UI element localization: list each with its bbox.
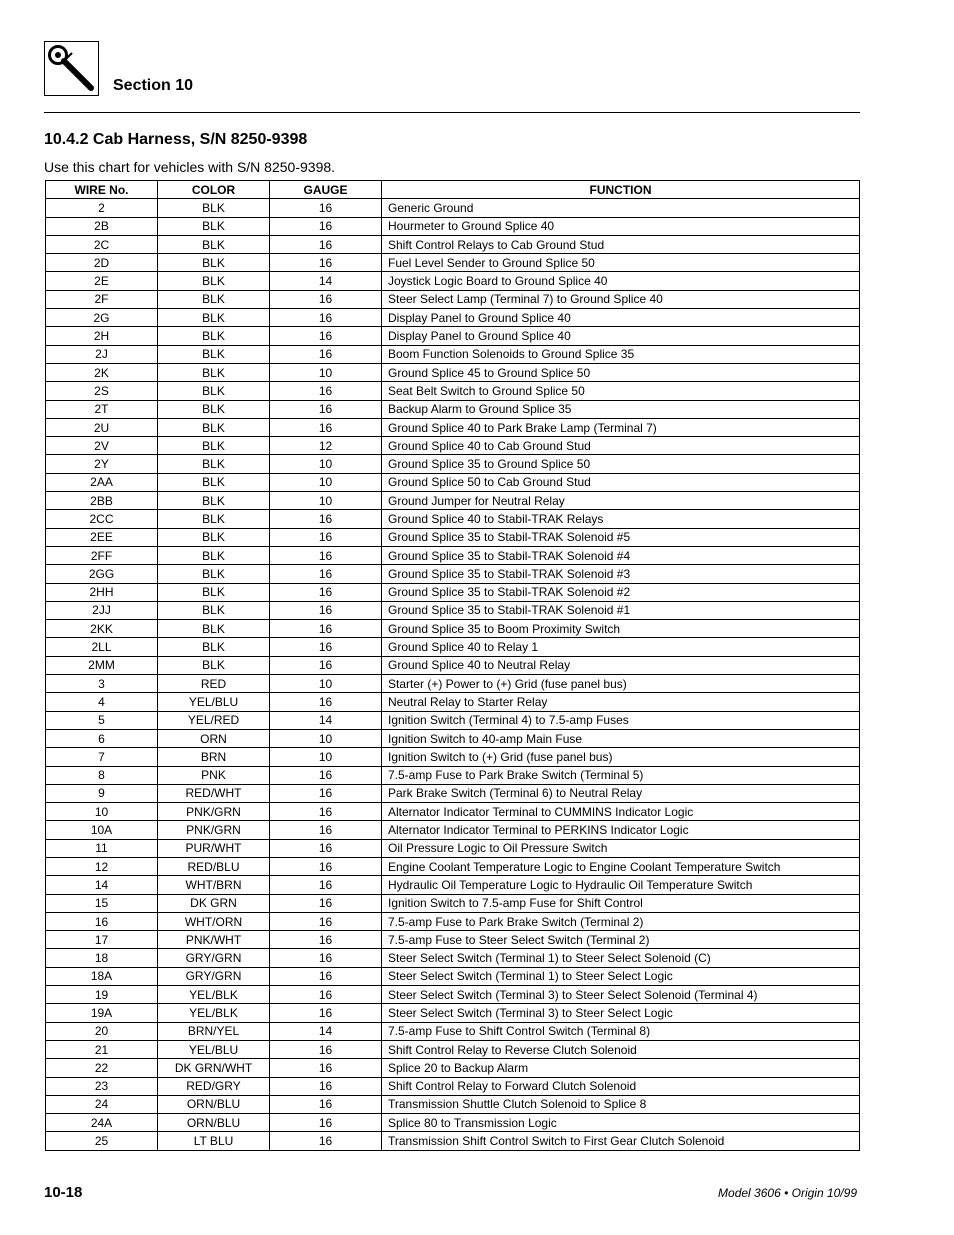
function-cell: Ground Splice 40 to Neutral Relay [382, 656, 860, 674]
function-cell: Ground Splice 35 to Ground Splice 50 [382, 455, 860, 473]
wire-number-cell: 2KK [46, 620, 158, 638]
wire-number-cell: 7 [46, 748, 158, 766]
gauge-cell: 14 [270, 1022, 382, 1040]
table-row [46, 601, 860, 619]
wire-number-cell: 2C [46, 235, 158, 253]
function-cell: Hourmeter to Ground Splice 40 [382, 217, 860, 235]
color-cell: YEL/BLK [158, 986, 270, 1004]
gauge-cell: 16 [270, 784, 382, 802]
color-cell: YEL/BLU [158, 1040, 270, 1058]
table-header-row [46, 181, 860, 199]
table-row [46, 912, 860, 930]
color-cell: BLK [158, 583, 270, 601]
wire-number-cell: 16 [46, 912, 158, 930]
gauge-cell: 10 [270, 729, 382, 747]
function-cell: Display Panel to Ground Splice 40 [382, 309, 860, 327]
section-title: Section 10 [113, 77, 194, 94]
function-cell: Ignition Switch to 40-amp Main Fuse [382, 729, 860, 747]
color-cell: YEL/BLU [158, 693, 270, 711]
color-cell: RED/BLU [158, 857, 270, 875]
function-cell: Ground Splice 35 to Stabil-TRAK Solenoid #4 [382, 546, 860, 564]
wire-number-cell: 2B [46, 217, 158, 235]
function-cell: Seat Belt Switch to Ground Splice 50 [382, 382, 860, 400]
wire-number-cell: 11 [46, 839, 158, 857]
wire-number-cell: 24A [46, 1114, 158, 1132]
wire-number-cell: 4 [46, 693, 158, 711]
table-row [46, 656, 860, 674]
wire-number-cell: 2HH [46, 583, 158, 601]
gauge-cell: 16 [270, 894, 382, 912]
color-cell: YEL/BLK [158, 1004, 270, 1022]
table-row [46, 857, 860, 875]
color-cell: PNK/GRN [158, 821, 270, 839]
gauge-cell: 16 [270, 876, 382, 894]
gauge-cell: 10 [270, 363, 382, 381]
function-cell: Alternator Indicator Terminal to CUMMINS Indicator Logic [382, 803, 860, 821]
gauge-cell: 10 [270, 675, 382, 693]
gauge-cell: 16 [270, 327, 382, 345]
gauge-cell: 16 [270, 546, 382, 564]
color-cell: BLK [158, 272, 270, 290]
function-cell: Display Panel to Ground Splice 40 [382, 327, 860, 345]
wire-number-cell: 2E [46, 272, 158, 290]
gauge-cell: 16 [270, 254, 382, 272]
column-header-color: COLOR [158, 181, 270, 199]
table-row [46, 345, 860, 363]
table-row [46, 1040, 860, 1058]
gauge-cell: 16 [270, 382, 382, 400]
table-row [46, 1004, 860, 1022]
function-cell: Ground Splice 40 to Stabil-TRAK Relays [382, 510, 860, 528]
table-row [46, 327, 860, 345]
gauge-cell: 16 [270, 766, 382, 784]
table-row [46, 693, 860, 711]
page-number: 10-18 [44, 1184, 83, 1201]
footer-model-info: Model 3606 • Origin 10/99 [718, 1186, 857, 1200]
wire-number-cell: 2J [46, 345, 158, 363]
gauge-cell: 16 [270, 528, 382, 546]
table-row [46, 199, 860, 217]
wire-number-cell: 17 [46, 931, 158, 949]
gauge-cell: 16 [270, 1095, 382, 1113]
color-cell: ORN [158, 729, 270, 747]
function-cell: Ground Splice 35 to Stabil-TRAK Solenoid #1 [382, 601, 860, 619]
table-row [46, 272, 860, 290]
color-cell: YEL/RED [158, 711, 270, 729]
color-cell: BRN/YEL [158, 1022, 270, 1040]
function-cell: Steer Select Switch (Terminal 3) to Steer Select Logic [382, 1004, 860, 1022]
function-cell: Splice 80 to Transmission Logic [382, 1114, 860, 1132]
wire-number-cell: 2EE [46, 528, 158, 546]
wire-number-cell: 19 [46, 986, 158, 1004]
function-cell: Ground Splice 40 to Park Brake Lamp (Terminal 7) [382, 418, 860, 436]
table-row [46, 803, 860, 821]
gauge-cell: 14 [270, 272, 382, 290]
color-cell: BLK [158, 199, 270, 217]
function-cell: Ground Splice 45 to Ground Splice 50 [382, 363, 860, 381]
table-row [46, 1114, 860, 1132]
wrench-icon [44, 41, 99, 96]
table-row [46, 1095, 860, 1113]
header-divider [44, 112, 860, 113]
gauge-cell: 16 [270, 912, 382, 930]
color-cell: BLK [158, 492, 270, 510]
gauge-cell: 16 [270, 418, 382, 436]
function-cell: Steer Select Switch (Terminal 1) to Steer Select Logic [382, 967, 860, 985]
function-cell: Generic Ground [382, 199, 860, 217]
color-cell: PUR/WHT [158, 839, 270, 857]
wire-number-cell: 5 [46, 711, 158, 729]
color-cell: BLK [158, 309, 270, 327]
wire-number-cell: 15 [46, 894, 158, 912]
table-row [46, 711, 860, 729]
table-row [46, 894, 860, 912]
function-cell: Neutral Relay to Starter Relay [382, 693, 860, 711]
gauge-cell: 10 [270, 748, 382, 766]
table-row [46, 254, 860, 272]
wire-number-cell: 18A [46, 967, 158, 985]
gauge-cell: 16 [270, 235, 382, 253]
gauge-cell: 16 [270, 821, 382, 839]
wire-number-cell: 2K [46, 363, 158, 381]
table-row [46, 876, 860, 894]
table-row [46, 821, 860, 839]
wire-number-cell: 2 [46, 199, 158, 217]
color-cell: BLK [158, 382, 270, 400]
wire-number-cell: 2GG [46, 565, 158, 583]
table-row [46, 528, 860, 546]
column-header-wire-no: WIRE No. [46, 181, 158, 199]
gauge-cell: 16 [270, 693, 382, 711]
table-row [46, 363, 860, 381]
function-cell: Ground Splice 40 to Cab Ground Stud [382, 437, 860, 455]
wire-number-cell: 10A [46, 821, 158, 839]
wire-number-cell: 2V [46, 437, 158, 455]
color-cell: PNK/WHT [158, 931, 270, 949]
color-cell: BLK [158, 400, 270, 418]
gauge-cell: 16 [270, 839, 382, 857]
function-cell: Shift Control Relay to Forward Clutch Solenoid [382, 1077, 860, 1095]
wire-number-cell: 22 [46, 1059, 158, 1077]
table-row [46, 1077, 860, 1095]
table-row [46, 1132, 860, 1150]
table-row [46, 784, 860, 802]
table-row [46, 510, 860, 528]
wire-number-cell: 10 [46, 803, 158, 821]
function-cell: Park Brake Switch (Terminal 6) to Neutral Relay [382, 784, 860, 802]
table-row [46, 455, 860, 473]
function-cell: Starter (+) Power to (+) Grid (fuse panel bus) [382, 675, 860, 693]
wire-number-cell: 2D [46, 254, 158, 272]
color-cell: BLK [158, 546, 270, 564]
gauge-cell: 16 [270, 967, 382, 985]
color-cell: BLK [158, 565, 270, 583]
function-cell: Ground Splice 35 to Stabil-TRAK Solenoid #3 [382, 565, 860, 583]
gauge-cell: 16 [270, 620, 382, 638]
color-cell: DK GRN [158, 894, 270, 912]
table-row [46, 931, 860, 949]
gauge-cell: 16 [270, 601, 382, 619]
function-cell: Transmission Shuttle Clutch Solenoid to Splice 8 [382, 1095, 860, 1113]
wire-number-cell: 2MM [46, 656, 158, 674]
table-row [46, 986, 860, 1004]
wire-number-cell: 2LL [46, 638, 158, 656]
wire-number-cell: 12 [46, 857, 158, 875]
color-cell: PNK/GRN [158, 803, 270, 821]
color-cell: BLK [158, 455, 270, 473]
gauge-cell: 16 [270, 1132, 382, 1150]
color-cell: BLK [158, 473, 270, 491]
color-cell: BLK [158, 363, 270, 381]
table-row [46, 949, 860, 967]
wire-number-cell: 2BB [46, 492, 158, 510]
function-cell: Ground Splice 35 to Stabil-TRAK Solenoid #2 [382, 583, 860, 601]
function-cell: Steer Select Lamp (Terminal 7) to Ground Splice 40 [382, 290, 860, 308]
gauge-cell: 16 [270, 1059, 382, 1077]
function-cell: Shift Control Relays to Cab Ground Stud [382, 235, 860, 253]
gauge-cell: 16 [270, 1077, 382, 1095]
color-cell: BLK [158, 620, 270, 638]
table-row [46, 235, 860, 253]
gauge-cell: 16 [270, 199, 382, 217]
wire-table [45, 180, 860, 1151]
gauge-cell: 16 [270, 1040, 382, 1058]
intro-text: Use this chart for vehicles with S/N 8250-9398. [44, 159, 336, 175]
color-cell: RED/WHT [158, 784, 270, 802]
wire-number-cell: 6 [46, 729, 158, 747]
gauge-cell: 16 [270, 638, 382, 656]
gauge-cell: 16 [270, 986, 382, 1004]
wire-number-cell: 2F [46, 290, 158, 308]
gauge-cell: 16 [270, 1004, 382, 1022]
table-row [46, 583, 860, 601]
gauge-cell: 16 [270, 803, 382, 821]
gauge-cell: 16 [270, 309, 382, 327]
function-cell: Ground Splice 35 to Stabil-TRAK Solenoid #5 [382, 528, 860, 546]
column-header-gauge: GAUGE [270, 181, 382, 199]
wire-number-cell: 25 [46, 1132, 158, 1150]
wire-number-cell: 19A [46, 1004, 158, 1022]
gauge-cell: 16 [270, 217, 382, 235]
table-row [46, 620, 860, 638]
table-row [46, 217, 860, 235]
function-cell: Alternator Indicator Terminal to PERKINS Indicator Logic [382, 821, 860, 839]
color-cell: BLK [158, 327, 270, 345]
color-cell: BLK [158, 418, 270, 436]
color-cell: BLK [158, 601, 270, 619]
gauge-cell: 16 [270, 345, 382, 363]
function-cell: Ignition Switch to 7.5-amp Fuse for Shift Control [382, 894, 860, 912]
gauge-cell: 16 [270, 400, 382, 418]
table-row [46, 1022, 860, 1040]
wire-number-cell: 2T [46, 400, 158, 418]
function-cell: Splice 20 to Backup Alarm [382, 1059, 860, 1077]
gauge-cell: 10 [270, 492, 382, 510]
subsection-title: 10.4.2 Cab Harness, S/N 8250-9398 [44, 131, 308, 148]
table-row [46, 565, 860, 583]
gauge-cell: 16 [270, 656, 382, 674]
table-row [46, 492, 860, 510]
table-row [46, 748, 860, 766]
function-cell: Ground Splice 35 to Boom Proximity Switch [382, 620, 860, 638]
color-cell: BLK [158, 217, 270, 235]
color-cell: GRY/GRN [158, 967, 270, 985]
function-cell: Steer Select Switch (Terminal 3) to Steer Select Solenoid (Terminal 4) [382, 986, 860, 1004]
table-row [46, 1059, 860, 1077]
table-row [46, 418, 860, 436]
table-row [46, 675, 860, 693]
function-cell: Ignition Switch to (+) Grid (fuse panel bus) [382, 748, 860, 766]
gauge-cell: 10 [270, 455, 382, 473]
color-cell: BLK [158, 290, 270, 308]
wire-number-cell: 14 [46, 876, 158, 894]
table-row [46, 638, 860, 656]
color-cell: WHT/ORN [158, 912, 270, 930]
table-row [46, 473, 860, 491]
gauge-cell: 10 [270, 473, 382, 491]
table-body [46, 199, 860, 1150]
column-header-function: FUNCTION [382, 181, 860, 199]
function-cell: Backup Alarm to Ground Splice 35 [382, 400, 860, 418]
table-row [46, 967, 860, 985]
color-cell: DK GRN/WHT [158, 1059, 270, 1077]
wire-number-cell: 2H [46, 327, 158, 345]
gauge-cell: 16 [270, 949, 382, 967]
color-cell: ORN/BLU [158, 1114, 270, 1132]
color-cell: BLK [158, 235, 270, 253]
color-cell: GRY/GRN [158, 949, 270, 967]
gauge-cell: 16 [270, 583, 382, 601]
wire-number-cell: 24 [46, 1095, 158, 1113]
wire-number-cell: 2JJ [46, 601, 158, 619]
function-cell: Hydraulic Oil Temperature Logic to Hydraulic Oil Temperature Switch [382, 876, 860, 894]
color-cell: LT BLU [158, 1132, 270, 1150]
function-cell: Oil Pressure Logic to Oil Pressure Switch [382, 839, 860, 857]
wire-number-cell: 20 [46, 1022, 158, 1040]
wire-number-cell: 2CC [46, 510, 158, 528]
wire-number-cell: 3 [46, 675, 158, 693]
color-cell: BRN [158, 748, 270, 766]
function-cell: 7.5-amp Fuse to Steer Select Switch (Terminal 2) [382, 931, 860, 949]
function-cell: Shift Control Relay to Reverse Clutch Solenoid [382, 1040, 860, 1058]
function-cell: Steer Select Switch (Terminal 1) to Steer Select Solenoid (C) [382, 949, 860, 967]
color-cell: BLK [158, 638, 270, 656]
function-cell: Joystick Logic Board to Ground Splice 40 [382, 272, 860, 290]
table-row [46, 839, 860, 857]
function-cell: Ground Splice 40 to Relay 1 [382, 638, 860, 656]
gauge-cell: 16 [270, 1114, 382, 1132]
color-cell: BLK [158, 345, 270, 363]
table-row [46, 400, 860, 418]
table-row [46, 382, 860, 400]
function-cell: 7.5-amp Fuse to Park Brake Switch (Terminal 5) [382, 766, 860, 784]
color-cell: WHT/BRN [158, 876, 270, 894]
wire-number-cell: 21 [46, 1040, 158, 1058]
wire-number-cell: 18 [46, 949, 158, 967]
function-cell: Ground Jumper for Neutral Relay [382, 492, 860, 510]
gauge-cell: 16 [270, 857, 382, 875]
table-row [46, 437, 860, 455]
function-cell: 7.5-amp Fuse to Shift Control Switch (Terminal 8) [382, 1022, 860, 1040]
color-cell: BLK [158, 528, 270, 546]
color-cell: RED/GRY [158, 1077, 270, 1095]
table-row [46, 729, 860, 747]
function-cell: Boom Function Solenoids to Ground Splice 35 [382, 345, 860, 363]
color-cell: BLK [158, 656, 270, 674]
wire-number-cell: 2FF [46, 546, 158, 564]
table-row [46, 766, 860, 784]
color-cell: RED [158, 675, 270, 693]
function-cell: Ignition Switch (Terminal 4) to 7.5-amp Fuses [382, 711, 860, 729]
function-cell: Engine Coolant Temperature Logic to Engine Coolant Temperature Switch [382, 857, 860, 875]
wire-number-cell: 2G [46, 309, 158, 327]
color-cell: PNK [158, 766, 270, 784]
color-cell: BLK [158, 437, 270, 455]
gauge-cell: 14 [270, 711, 382, 729]
table-row [46, 309, 860, 327]
gauge-cell: 16 [270, 931, 382, 949]
function-cell: 7.5-amp Fuse to Park Brake Switch (Terminal 2) [382, 912, 860, 930]
color-cell: BLK [158, 510, 270, 528]
wire-number-cell: 2Y [46, 455, 158, 473]
wire-number-cell: 8 [46, 766, 158, 784]
function-cell: Transmission Shift Control Switch to First Gear Clutch Solenoid [382, 1132, 860, 1150]
color-cell: ORN/BLU [158, 1095, 270, 1113]
gauge-cell: 12 [270, 437, 382, 455]
color-cell: BLK [158, 254, 270, 272]
gauge-cell: 16 [270, 565, 382, 583]
table-row [46, 290, 860, 308]
wire-number-cell: 2S [46, 382, 158, 400]
wire-number-cell: 9 [46, 784, 158, 802]
wire-number-cell: 23 [46, 1077, 158, 1095]
function-cell: Ground Splice 50 to Cab Ground Stud [382, 473, 860, 491]
function-cell: Fuel Level Sender to Ground Splice 50 [382, 254, 860, 272]
wire-number-cell: 2AA [46, 473, 158, 491]
gauge-cell: 16 [270, 290, 382, 308]
wire-number-cell: 2U [46, 418, 158, 436]
table-row [46, 546, 860, 564]
gauge-cell: 16 [270, 510, 382, 528]
